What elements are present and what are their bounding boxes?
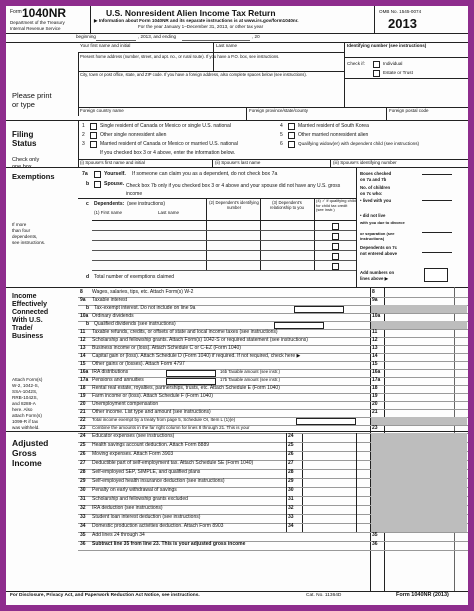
beginning-year: , 2013, and ending — [138, 34, 177, 39]
income-line-num: 17a — [80, 377, 89, 383]
income-line-label: Rental real estate, royalties, partnerships, trusts, etc. Attach Schedule E (Form 1040) — [92, 385, 280, 391]
agi-inner-ref: 28 — [288, 469, 294, 475]
income-line-num: b — [86, 305, 90, 311]
line-7c-num: c — [86, 201, 89, 207]
child-credit-checkbox-1[interactable] — [332, 223, 339, 230]
income-line-label: Other income. List type and amount (see instructions) — [92, 409, 211, 415]
income-line-num: 9a — [80, 297, 86, 303]
agi-total-field[interactable] — [385, 542, 453, 550]
income-line-ref: 23 — [372, 425, 378, 431]
agi-heading-1: Adjusted — [12, 438, 49, 448]
agi-line-num: 27 — [80, 460, 86, 466]
lived-with-field[interactable] — [422, 200, 452, 201]
income-line-label: Capital gain or (loss). Attach Schedule D (Form 1040) if required. If not required, check here ▶ — [92, 353, 301, 359]
line-7a-num: 7a — [82, 171, 88, 177]
income-amount-field[interactable] — [385, 394, 453, 401]
attach-2: W-2, 1042-S, — [12, 383, 39, 388]
income-line-num: 12 — [80, 337, 86, 343]
income-line-label: Ordinary dividends — [92, 313, 134, 319]
income-line-ref: 14 — [372, 353, 378, 359]
income-amount-field[interactable] — [385, 290, 453, 297]
filing-checkbox-2[interactable] — [90, 132, 97, 139]
income-line-ref: 11 — [372, 329, 378, 335]
child-credit-checkbox-4[interactable] — [332, 253, 339, 260]
col-last-name: Last name — [158, 210, 180, 215]
agi-amount-field[interactable] — [302, 515, 356, 523]
income-amount-field[interactable] — [385, 402, 453, 409]
individual-label: Individual — [383, 61, 403, 66]
agi-heading-2: Gross — [12, 448, 37, 458]
print-label-2: or type — [12, 100, 35, 109]
agi-line-num: 26 — [80, 451, 86, 457]
attach-5: and 8288-A — [12, 401, 36, 406]
income-line-label: Pensions and annuities — [92, 377, 144, 383]
side-lines-above: lines above ▶ — [360, 276, 388, 281]
income-amount-field[interactable] — [385, 362, 453, 369]
side-add-numbers: Add numbers on — [360, 270, 395, 275]
income-line-num: b — [86, 321, 90, 327]
filing-checkbox-1[interactable] — [90, 123, 97, 130]
filing-checkbox-4[interactable] — [288, 123, 295, 130]
agi-line-num: 32 — [80, 505, 86, 511]
attach-8: 1099-R if tax — [12, 419, 39, 424]
exemptions-heading: Exemptions — [12, 172, 55, 181]
col-first-name: (1) First name — [94, 210, 123, 215]
filing-num-5: 5 — [280, 132, 283, 138]
filing-num-2: 2 — [82, 132, 85, 138]
estate-trust-checkbox[interactable] — [373, 70, 380, 77]
check-if-label: Check if: — [347, 61, 365, 66]
foreign-postal-label: Foreign postal code — [389, 108, 429, 113]
income-line-ref: 16a — [372, 369, 381, 375]
filing-heading-1: Filing — [12, 130, 34, 139]
more-dependents-4: see instructions. — [12, 240, 46, 245]
income-line-ref: 13 — [372, 345, 378, 351]
income-line-label: Tax-exempt interest. Do not include on line 9a — [94, 305, 196, 311]
side-separation: or separation (see instructions) — [360, 231, 395, 241]
agi-amount-field[interactable] — [302, 452, 356, 460]
foreign-country-label: Foreign country name — [80, 108, 124, 113]
income-amount-field[interactable] — [385, 370, 453, 377]
income-line-num: 18 — [80, 385, 86, 391]
agi-inner-ref: 31 — [288, 496, 294, 502]
income-amount-field[interactable] — [385, 338, 453, 345]
city-label: City, town or post office, state, and ZIP code. If you have a foreign address, also complete spaces below (see instructions). — [80, 72, 307, 77]
footer-privacy: For Disclosure, Privacy Act, and Paperwork Reduction Act Notice, see instructions. — [10, 593, 200, 598]
col-dependent-id: (2) Dependent's identifying number — [209, 200, 259, 210]
filing-note: If you checked box 3 or 4 above, enter the information below. — [100, 150, 236, 156]
beginning-label: beginning — [76, 34, 96, 39]
attach-6: here. Also — [12, 407, 33, 412]
agi-amount-field[interactable] — [302, 443, 356, 451]
agi-inner-ref: 24 — [288, 433, 294, 439]
income-line-num: 19 — [80, 393, 86, 399]
income-line-ref: 8 — [372, 289, 375, 295]
agi-line-label: Add lines 24 through 34 — [92, 532, 145, 538]
income-line-ref: 21 — [372, 409, 378, 415]
income-line-ref: 9a — [372, 297, 378, 303]
agi-line-num: 25 — [80, 442, 86, 448]
form-word: Form — [10, 9, 22, 15]
print-label-1: Please print — [12, 91, 52, 100]
address-label: Present home address (number, street, and apt. no., or rural route). If you have a P.O. box, see instructions. — [80, 54, 280, 59]
identifying-number-field[interactable] — [345, 50, 467, 70]
info-line: ▶ Information about Form 1040NR and its separate instructions is at www.irs.gov/form1040nr. — [94, 18, 299, 23]
side-children: No. of children — [360, 185, 391, 190]
tax-exempt-interest-field[interactable] — [294, 306, 344, 313]
filing-option-5: Other married nonresident alien — [298, 132, 369, 138]
filing-option-1: Single resident of Canada or Mexico or single U.S. national — [100, 123, 231, 129]
agi-amount-field[interactable] — [302, 470, 356, 478]
filing-heading-2: Status — [12, 139, 37, 148]
side-boxes-checked: Boxes checked — [360, 171, 392, 176]
agi-line-num: 24 — [80, 433, 86, 439]
income-line-label: Business income or (loss). Attach Schedule C or C-EZ (Form 1040) — [92, 345, 241, 351]
agi-line-ref: 36 — [372, 541, 378, 547]
income-line-label: Farm income or (loss). Attach Schedule F (Form 1040) — [92, 393, 213, 399]
filing-num-1: 1 — [82, 123, 85, 129]
spouse-id-label: (iii) Spouse's identifying number — [333, 160, 397, 165]
attach-4: RRB-1042S, — [12, 395, 38, 400]
col-child-credit: (4) ✓ if qualifying child for child tax credit (see instr.) — [316, 198, 356, 213]
agi-amount-field[interactable] — [302, 524, 356, 532]
filing-option-3: Married resident of Canada or Mexico or married U.S. national — [100, 141, 238, 147]
filing-num-3: 3 — [82, 141, 85, 147]
income-amount-field[interactable] — [385, 378, 453, 385]
first-name-label: Your first name and initial — [80, 43, 131, 48]
footer-cat: Cat. No. 11364D — [306, 593, 342, 598]
agi-line-num: 31 — [80, 496, 86, 502]
side-on-7a: on 7a and 7b — [360, 177, 387, 182]
agi-amount-field[interactable] — [302, 497, 356, 505]
agi-line-label: Scholarship and fellowship grants excluded — [92, 496, 188, 502]
foreign-province-label: Foreign province/state/county — [249, 108, 309, 113]
total-exemptions-label: Total number of exemptions claimed — [94, 274, 175, 280]
agi-amount-field[interactable] — [302, 488, 356, 496]
city-field[interactable] — [79, 79, 467, 95]
income-line-num: 13 — [80, 345, 86, 351]
filing-checkbox-6[interactable] — [288, 141, 295, 148]
income-heading-2: Effectively — [12, 301, 48, 308]
income-line-ref: 20 — [372, 401, 378, 407]
address-field[interactable] — [79, 61, 343, 70]
dependents-text: (see instructions) — [127, 201, 166, 207]
side-dependents-on-7c: Dependents on 7c — [360, 245, 398, 250]
income-line-num: 16a — [80, 369, 89, 375]
agi-line-num: 29 — [80, 478, 86, 484]
agi-amount-field[interactable] — [302, 434, 356, 442]
beginning-date-field[interactable] — [96, 40, 136, 41]
spouse-first-label: (i) Spouse's first name and initial — [80, 160, 145, 165]
income-line-num: 14 — [80, 353, 86, 359]
agi-inner-ref: 26 — [288, 451, 294, 457]
income-heading-1: Income — [12, 293, 37, 300]
agi-line-label: Health savings account deduction. Attach Form 8889 — [92, 442, 210, 448]
agi-line-num: 30 — [80, 487, 86, 493]
line-7b-num: b — [86, 181, 90, 187]
dependents-not-entered-field[interactable] — [422, 252, 452, 253]
ending-date-field[interactable] — [182, 40, 250, 41]
income-amount-field[interactable] — [385, 298, 453, 305]
side-not-entered: not entered above — [360, 251, 398, 256]
more-dependents-1: If more — [12, 222, 27, 227]
income-amount-field[interactable] — [385, 330, 453, 337]
pensions-field[interactable] — [166, 378, 216, 385]
income-line-ref: 10a — [372, 313, 381, 319]
agi-line-label: Subtract line 35 from line 23. This is your adjusted gross income — [92, 541, 246, 547]
estate-trust-label: Estate or Trust — [383, 70, 413, 75]
exemption-yourself-checkbox[interactable] — [94, 171, 101, 178]
income-line-label: Wages, salaries, tips, etc. Attach Form(s) W-2 — [92, 289, 194, 295]
boxes-checked-field[interactable] — [422, 174, 452, 175]
form-title: U.S. Nonresident Alien Income Tax Return — [106, 8, 276, 18]
income-amount-field[interactable] — [385, 426, 453, 433]
income-heading-5: Trade/ — [12, 325, 33, 332]
form-id: 1040NR — [22, 6, 67, 20]
agi-inner-ref: 29 — [288, 478, 294, 484]
footer-form: Form 1040NR (2013) — [396, 592, 449, 598]
filing-num-6: 6 — [280, 141, 283, 147]
income-line-ref: 15 — [372, 361, 378, 367]
income-heading-4: With U.S. — [12, 317, 43, 324]
yourself-text: If someone can claim you as a dependent, do not check box 7a — [132, 171, 278, 177]
income-line-label: Total income exempt by a treaty from page 5, Schedule OI, Item L (1)(e) — [92, 417, 236, 422]
agi-line-label: Self-employed SEP, SIMPLE, and qualified plans — [92, 469, 201, 475]
agi-line-ref: 35 — [372, 532, 378, 538]
income-heading-3: Connected — [12, 309, 49, 316]
dept-line-2: Internal Revenue Service — [10, 26, 61, 31]
agi-line-num: 34 — [80, 523, 86, 529]
agi-amount-field[interactable] — [302, 506, 356, 514]
income-line-num: 8 — [80, 289, 83, 295]
side-on-7c: on 7c who: — [360, 191, 383, 196]
agi-amount-field[interactable] — [302, 479, 356, 487]
income-line-num: 20 — [80, 401, 86, 407]
filing-option-2: Other single nonresident alien — [100, 132, 167, 138]
treaty-income-field[interactable] — [296, 418, 356, 425]
ending-year: , 20 — [252, 34, 260, 39]
income-amount-field[interactable] — [385, 410, 453, 417]
spouse-text: Check box 7b only if you checked box 3 or 4 above and your spouse did not have any U.S. gross income — [126, 183, 341, 197]
agi-line-num: 33 — [80, 514, 86, 520]
spouse-last-label: (ii) Spouse's last name — [215, 160, 261, 165]
agi-total-field[interactable] — [385, 533, 453, 541]
omb-number: OMB No. 1545-0074 — [379, 9, 422, 14]
income-amount-field[interactable] — [385, 314, 453, 321]
yourself-label: Yourself. — [104, 171, 126, 177]
agi-inner-ref: 27 — [288, 460, 294, 466]
agi-amount-field[interactable] — [302, 461, 356, 469]
tax-year: 2013 — [388, 16, 417, 31]
agi-heading-3: Income — [12, 458, 42, 468]
tax-form-page — [6, 6, 468, 605]
income-line-num: 23 — [80, 425, 86, 431]
filing-option-6: Qualifying widow(er) with dependent child (see instructions) — [298, 141, 420, 146]
attach-9: was withheld. — [12, 425, 40, 430]
agi-inner-ref: 34 — [288, 523, 294, 529]
more-dependents-3: dependents, — [12, 234, 38, 239]
child-credit-checkbox-5[interactable] — [332, 263, 339, 270]
taxable-16b: 16b Taxable amount (see instr.) — [220, 369, 280, 374]
agi-line-label: Penalty on early withdrawal of savings — [92, 487, 177, 493]
check-only-1: Check only — [12, 157, 40, 163]
income-line-label: Unemployment compensation — [92, 401, 159, 407]
filing-checkbox-5[interactable] — [288, 132, 295, 139]
income-line-ref: 19 — [372, 393, 378, 399]
individual-checkbox[interactable] — [373, 61, 380, 68]
agi-line-label: Deductible part of self-employment tax. Attach Schedule SE (Form 1040) — [92, 460, 254, 466]
attach-1: Attach Form(s) — [12, 377, 43, 382]
col-relationship: (3) Dependent's relationship to you — [270, 200, 304, 210]
agi-line-num: 35 — [80, 532, 86, 538]
income-line-label: Taxable refunds, credits, or offsets of state and local income taxes (see instructions) — [92, 329, 278, 335]
taxable-17b: 17b Taxable amount (see instr.) — [220, 377, 280, 382]
agi-inner-ref: 33 — [288, 514, 294, 520]
income-amount-field[interactable] — [385, 386, 453, 393]
id-number-label: Identifying number (see instructions) — [347, 43, 427, 48]
agi-line-label: Educator expenses (see instructions) — [92, 433, 175, 439]
income-line-label: Qualified dividends (see instructions) — [94, 321, 176, 327]
agi-line-label: Student loan interest deduction (see instructions) — [92, 514, 201, 520]
year-line: For the year January 1–December 31, 2013, or other tax year — [138, 24, 264, 29]
spouse-label: Spouse. — [104, 181, 125, 187]
last-name-label: Last name — [216, 43, 238, 48]
agi-line-label: Self-employed health insurance deduction (see instructions) — [92, 478, 225, 484]
income-line-label: Combine the amounts in the far right column for lines 8 through 21. This is your — [92, 425, 250, 430]
income-line-ref: 17a — [372, 377, 381, 383]
filing-num-4: 4 — [280, 123, 283, 129]
income-line-num: 10a — [80, 313, 89, 319]
income-line-label: Other gains or (losses). Attach Form 4797 — [92, 361, 185, 367]
attach-3: SSA-1042S, — [12, 389, 38, 394]
agi-line-label: Domestic production activities deduction. Attach Form 8903 — [92, 523, 224, 529]
income-amount-field[interactable] — [385, 354, 453, 361]
ira-distributions-field[interactable] — [166, 370, 216, 377]
agi-inner-ref: 32 — [288, 505, 294, 511]
side-did-not-live: • did not live — [360, 213, 386, 218]
attach-7: attach Form(s) — [12, 413, 42, 418]
income-line-num: 15 — [80, 361, 86, 367]
agi-line-num: 36 — [80, 541, 86, 547]
dept-line-1: Department of the Treasury — [10, 20, 65, 25]
agi-inner-ref: 30 — [288, 487, 294, 493]
qualified-dividends-field[interactable] — [274, 322, 324, 329]
income-line-num: 21 — [80, 409, 86, 415]
dependents-label: Dependents: — [94, 201, 125, 207]
income-amount-field[interactable] — [385, 346, 453, 353]
line-7d-num: d — [86, 274, 90, 280]
agi-line-label: Moving expenses. Attach Form 3903 — [92, 451, 174, 457]
agi-line-label: IRA deduction (see instructions) — [92, 505, 163, 511]
filing-option-4: Married resident of South Korea — [298, 123, 369, 129]
income-line-ref: 12 — [372, 337, 378, 343]
income-line-num: 11 — [80, 329, 86, 335]
more-dependents-2: than four — [12, 228, 31, 233]
side-lived-with: • lived with you — [360, 198, 392, 203]
filing-checkbox-3[interactable] — [90, 141, 97, 148]
income-line-label: Scholarship and fellowship grants. Attach Form(s) 1042-S or required statement (see instructions) — [92, 337, 308, 343]
total-exemptions-box[interactable] — [424, 268, 448, 282]
did-not-live-field[interactable] — [422, 232, 452, 233]
child-credit-checkbox-3[interactable] — [332, 243, 339, 250]
income-line-ref: 18 — [372, 385, 378, 391]
income-line-label: IRA distributions — [92, 369, 129, 375]
agi-inner-ref: 25 — [288, 442, 294, 448]
side-divorce: with you due to divorce — [360, 220, 405, 225]
income-line-num: 22 — [80, 417, 86, 423]
income-heading-6: Business — [12, 333, 44, 340]
income-line-label: Taxable interest — [92, 297, 128, 303]
exemption-spouse-checkbox[interactable] — [94, 181, 101, 188]
agi-line-num: 28 — [80, 469, 86, 475]
child-credit-checkbox-2[interactable] — [332, 233, 339, 240]
